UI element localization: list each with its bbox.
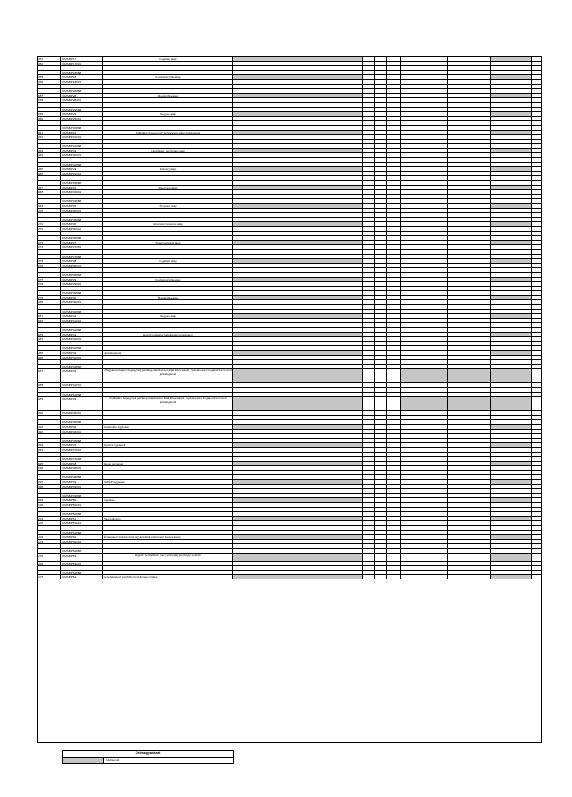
row-code: OMSBP36888 bbox=[61, 236, 103, 240]
row-code: OMSBP42 bbox=[61, 333, 103, 337]
row-code: OMSBP40001 bbox=[61, 300, 103, 304]
row-code: OMSBP29 bbox=[61, 112, 103, 116]
row-code: OMSBP53 bbox=[61, 554, 103, 561]
table-row bbox=[37, 553, 542, 561]
row-code: OMSBP44001 bbox=[61, 383, 103, 387]
row-label: Magántőkealap bbox=[103, 296, 233, 300]
row-number: 093 bbox=[37, 443, 61, 447]
row-number: 065 bbox=[37, 167, 61, 171]
row-code: OMSBP39001 bbox=[61, 282, 103, 286]
row-code: OMSBP34888 bbox=[61, 199, 103, 203]
row-number: 096 bbox=[37, 466, 61, 470]
row-number: 088 bbox=[37, 383, 61, 387]
row-code: OMSBP43 bbox=[61, 351, 103, 355]
row-label: Egyéb, fentiekben nem szereplő pénzügyi eszköz bbox=[103, 554, 233, 561]
row-code: OMSBP41888 bbox=[61, 328, 103, 332]
legend-title: Jelmagyarázat bbox=[63, 751, 233, 758]
row-code: OMSBP45001 bbox=[61, 411, 103, 415]
row-code: OMSBP52888 bbox=[61, 549, 103, 553]
input-cell[interactable] bbox=[491, 575, 532, 579]
legend-swatch bbox=[63, 758, 104, 764]
row-number: 059 bbox=[37, 112, 61, 116]
row-code: OMSBP44888 bbox=[61, 393, 103, 397]
row-label: Értékpapír kölcsönzési ügyletekből származó követelések bbox=[103, 535, 233, 539]
row-label: Magyarországon bejegyzett jelzálog-hitelintézet által kibocsátott, nyilvánosan forgalomba hozott jelzáloglevél bbox=[103, 369, 233, 382]
cell bbox=[375, 397, 387, 410]
input-cell[interactable] bbox=[233, 369, 363, 382]
row-label: Határidős ügyletek bbox=[103, 425, 233, 429]
table-row bbox=[37, 368, 542, 382]
row-number: 056 bbox=[37, 80, 61, 84]
row-code: OMSBP35888 bbox=[61, 218, 103, 222]
row-label: Magántőkealap bbox=[103, 94, 233, 98]
row-code: OMSBP45 bbox=[61, 397, 103, 410]
row-code: OMSBP40 bbox=[61, 296, 103, 300]
row-number: 079 bbox=[37, 296, 61, 300]
row-number: 080 bbox=[37, 300, 61, 304]
row-number: 076 bbox=[37, 264, 61, 268]
input-cell[interactable] bbox=[233, 397, 363, 410]
row-number: 055 bbox=[37, 75, 61, 79]
row-code: OMSBP35001 bbox=[61, 209, 103, 213]
legend-row bbox=[63, 758, 233, 764]
row-number: 064 bbox=[37, 153, 61, 157]
row-label: Vegyes alap bbox=[103, 112, 233, 116]
cell bbox=[448, 554, 491, 561]
row-number: 107 bbox=[37, 575, 61, 579]
row-label: Származtatott alap bbox=[103, 241, 233, 245]
cell bbox=[532, 397, 542, 410]
row-code: OMSBP41001 bbox=[61, 319, 103, 323]
row-number: 054 bbox=[37, 62, 61, 66]
row-code: OMSBP46 bbox=[61, 425, 103, 429]
row-code: OMSBP52001 bbox=[61, 540, 103, 544]
row-number: 069 bbox=[37, 204, 61, 208]
row-code: OMSBP33 bbox=[61, 167, 103, 171]
row-number: 058 bbox=[37, 98, 61, 102]
cell bbox=[375, 369, 387, 382]
row-code: OMSBP29888 bbox=[61, 108, 103, 112]
cell bbox=[363, 397, 375, 410]
input-cell[interactable] bbox=[491, 554, 532, 561]
row-code: OMSBP38001 bbox=[61, 264, 103, 268]
row-number: 090 bbox=[37, 411, 61, 415]
row-code: OMSBP43888 bbox=[61, 365, 103, 369]
row-label: Árupiaci alap bbox=[103, 204, 233, 208]
row-code: OMSBP47888 bbox=[61, 457, 103, 461]
table-row bbox=[37, 396, 542, 410]
row-code: OMSBP39888 bbox=[61, 291, 103, 295]
row-code: OMSBP17 bbox=[61, 57, 103, 61]
row-label: Opciós ügyletek bbox=[103, 443, 233, 447]
row-code: OMSBP28 bbox=[61, 94, 103, 98]
row-code: OMSBP42888 bbox=[61, 346, 103, 350]
row-label: Abszolút hozamú alap bbox=[103, 222, 233, 226]
row-number: 067 bbox=[37, 186, 61, 190]
input-cell[interactable] bbox=[491, 397, 532, 410]
input-cell[interactable] bbox=[491, 369, 532, 382]
row-code: OMSBP42001 bbox=[61, 337, 103, 341]
row-code: OMSBP53001 bbox=[61, 562, 103, 566]
cell bbox=[448, 369, 491, 382]
row-code: OMSBP46888 bbox=[61, 439, 103, 443]
row-code: OMSBP34001 bbox=[61, 190, 103, 194]
row-label: Likviditási, pénzpiaci alap bbox=[103, 149, 233, 153]
row-code: OMSBP30888 bbox=[61, 126, 103, 130]
row-label: Ingatlan alap bbox=[103, 259, 233, 263]
row-code: OMSBP28001 bbox=[61, 98, 103, 102]
row-number: 097 bbox=[37, 480, 61, 484]
row-code: OMSBP44 bbox=[61, 369, 103, 382]
cell bbox=[363, 554, 375, 561]
row-label: Repo ügyletek bbox=[103, 462, 233, 466]
row-code: OMSBP31888 bbox=[61, 144, 103, 148]
row-code: OMSBP50888 bbox=[61, 512, 103, 516]
row-code: OMSBP31001 bbox=[61, 135, 103, 139]
row-code: OMSBP48 bbox=[61, 462, 103, 466]
cell bbox=[448, 575, 491, 579]
row-code: OMSBP39 bbox=[61, 278, 103, 282]
cell bbox=[387, 554, 401, 561]
row-code: OMSBP47001 bbox=[61, 448, 103, 452]
row-label: Részvényalap bbox=[103, 186, 233, 190]
row-code: OMSBP29001 bbox=[61, 117, 103, 121]
row-code: OMSBP37001 bbox=[61, 245, 103, 249]
row-number: 073 bbox=[37, 241, 61, 245]
row-code: OMSBP48888 bbox=[61, 475, 103, 479]
row-number: 051 bbox=[37, 57, 61, 61]
row-number: 084 bbox=[37, 337, 61, 341]
cell bbox=[401, 397, 448, 410]
row-code: OMSBP36 bbox=[61, 222, 103, 226]
row-code: OMSBP37 bbox=[61, 241, 103, 245]
row-code: OMSBP40888 bbox=[61, 310, 103, 314]
cell bbox=[375, 575, 387, 579]
input-cell[interactable] bbox=[233, 554, 363, 561]
row-label: Külföldön bejegyzett befektetési alap befektetési bbox=[103, 131, 233, 135]
row-code: OMSBP35 bbox=[61, 204, 103, 208]
row-label: Tagi kölcsön bbox=[103, 517, 233, 521]
row-code: OMSBP41 bbox=[61, 314, 103, 318]
cell bbox=[448, 397, 491, 410]
row-number: 092 bbox=[37, 430, 61, 434]
row-code: OMSBP49 bbox=[61, 480, 103, 484]
cell bbox=[375, 554, 387, 561]
row-code: OMSBP32 bbox=[61, 149, 103, 153]
row-code: OMSBP33888 bbox=[61, 181, 103, 185]
row-number: 104 bbox=[37, 540, 61, 544]
row-number: 106 bbox=[37, 562, 61, 566]
cell bbox=[401, 369, 448, 382]
row-code: OMSBP38 bbox=[61, 259, 103, 263]
row-number: 091 bbox=[37, 425, 61, 429]
row-number: 081 bbox=[37, 314, 61, 318]
row-number: 087 bbox=[37, 369, 61, 382]
row-number: 072 bbox=[37, 227, 61, 231]
row-number: 078 bbox=[37, 282, 61, 286]
row-code: OMSBP31 bbox=[61, 131, 103, 135]
row-code: OMSBP48001 bbox=[61, 466, 103, 470]
row-label: Jelzáloglevél bbox=[103, 351, 233, 355]
row-number: 077 bbox=[37, 278, 61, 282]
row-label: Kockázati tőkealap bbox=[103, 278, 233, 282]
cell bbox=[363, 369, 375, 382]
row-code: OMSBP50001 bbox=[61, 503, 103, 507]
row-label: Egyéb kollektív befektetési értékpapír bbox=[103, 333, 233, 337]
input-cell[interactable] bbox=[233, 575, 363, 579]
row-label: Ingatlan bbox=[103, 498, 233, 502]
row-label: A befektetési portfólió fordulónapi értéke bbox=[103, 575, 233, 579]
row-label: Kötvényalap bbox=[103, 167, 233, 171]
cell bbox=[387, 397, 401, 410]
row-number: 098 bbox=[37, 485, 61, 489]
row-code: OMSBP49001 bbox=[61, 485, 103, 489]
row-number: 101 bbox=[37, 517, 61, 521]
row-label: Ingatlan alap bbox=[103, 57, 233, 61]
row-code: OMSBP49888 bbox=[61, 494, 103, 498]
row-code: OMSBP18888 bbox=[61, 71, 103, 75]
cell bbox=[532, 575, 542, 579]
cell bbox=[387, 575, 401, 579]
row-number: 082 bbox=[37, 319, 61, 323]
row-code: OMSBP33001 bbox=[61, 172, 103, 176]
report-table bbox=[37, 56, 542, 579]
row-number: 094 bbox=[37, 448, 61, 452]
cell bbox=[401, 575, 448, 579]
row-number: 061 bbox=[37, 131, 61, 135]
cell bbox=[401, 554, 448, 561]
row-number: 102 bbox=[37, 521, 61, 525]
row-number: 066 bbox=[37, 172, 61, 176]
row-code: OMSBP54888 bbox=[61, 571, 103, 575]
row-code: OMSBP51 bbox=[61, 517, 103, 521]
row-label: Vegyes alap bbox=[103, 314, 233, 318]
row-code: OMSBP36001 bbox=[61, 227, 103, 231]
row-code: OMSBP32001 bbox=[61, 153, 103, 157]
row-code: OMSBP45888 bbox=[61, 420, 103, 424]
row-number: 086 bbox=[37, 356, 61, 360]
row-number: 083 bbox=[37, 333, 61, 337]
cell bbox=[532, 369, 542, 382]
table-row bbox=[37, 574, 542, 579]
row-code: OMSBP54 bbox=[61, 575, 103, 579]
row-code: OMSBP38888 bbox=[61, 273, 103, 277]
row-label: Külföldön bejegyzett jelzálog-hitelintézet által kibocsátott, nyilvánosan forgalomba hozott jelzáloglevél bbox=[103, 397, 233, 410]
row-code: OMSBP28888 bbox=[61, 89, 103, 93]
cell bbox=[532, 554, 542, 561]
row-label: SWAP ügyletek bbox=[103, 480, 233, 484]
row-code: OMSBP18 bbox=[61, 75, 103, 79]
row-code: OMSBP47 bbox=[61, 443, 103, 447]
row-number: 099 bbox=[37, 498, 61, 502]
row-number: 060 bbox=[37, 117, 61, 121]
row-number: 057 bbox=[37, 94, 61, 98]
row-code: OMSBP50 bbox=[61, 498, 103, 502]
cell bbox=[363, 575, 375, 579]
row-code: OMSBP32888 bbox=[61, 163, 103, 167]
row-code: OMSBP34 bbox=[61, 186, 103, 190]
row-number: 105 bbox=[37, 554, 61, 561]
row-code: OMSBP46001 bbox=[61, 430, 103, 434]
row-number: 074 bbox=[37, 245, 61, 249]
row-number: 062 bbox=[37, 135, 61, 139]
row-number: 089 bbox=[37, 397, 61, 410]
row-code: OMSBP37888 bbox=[61, 255, 103, 259]
row-number: 103 bbox=[37, 535, 61, 539]
row-number: 095 bbox=[37, 462, 61, 466]
row-number: 071 bbox=[37, 222, 61, 226]
row-code: OMSBP51888 bbox=[61, 531, 103, 535]
row-label: Kockázati tőkealap bbox=[103, 75, 233, 79]
row-code: OMSBP43001 bbox=[61, 356, 103, 360]
row-code: OMSBP17001 bbox=[61, 62, 103, 66]
row-number: 085 bbox=[37, 351, 61, 355]
row-number: 075 bbox=[37, 259, 61, 263]
row-code: OMSBP51001 bbox=[61, 521, 103, 525]
row-number: 068 bbox=[37, 190, 61, 194]
row-code: OMSBP52 bbox=[61, 535, 103, 539]
row-code: OMSBP18001 bbox=[61, 80, 103, 84]
legend-box bbox=[62, 750, 234, 764]
row-number: 063 bbox=[37, 149, 61, 153]
row-number: 070 bbox=[37, 209, 61, 213]
row-number: 100 bbox=[37, 503, 61, 507]
legend-label: Kitöltendő bbox=[106, 757, 120, 762]
cell bbox=[387, 369, 401, 382]
